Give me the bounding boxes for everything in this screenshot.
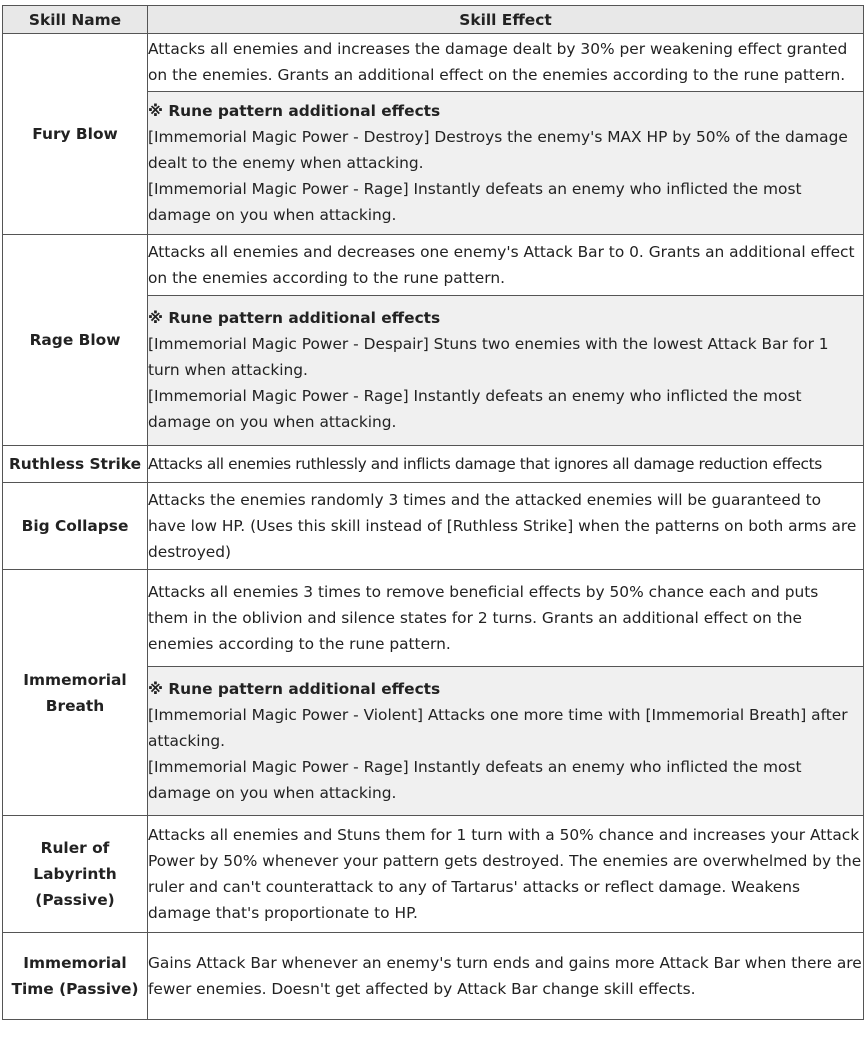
skills-table <box>2 5 864 1020</box>
header-skill-effect: Skill Effect <box>148 6 864 34</box>
skill-name: Immemorial Breath <box>3 570 148 816</box>
rune-line: [Immemorial Magic Power - Rage] Instantly defeats an enemy who inflicted the most damage on you when attacking. <box>148 387 802 432</box>
rune-effects <box>148 295 864 445</box>
rune-line: [Immemorial Magic Power - Rage] Instantly defeats an enemy who inflicted the most damage on you when attacking. <box>148 179 802 224</box>
rune-title: ※ Rune pattern additional effects <box>148 101 441 120</box>
table-row <box>3 235 864 296</box>
skill-effect: Attacks all enemies and Stuns them for 1 turn with a 50% chance and increases your Attack Power by 50% whenever your pattern gets destroyed. The enemies are overwhelmed by the ruler and can't counterattack to any of Tartarus' attacks or reflect damage. Weakens damage that's proportionate to HP. <box>148 816 864 933</box>
skill-name: Big Collapse <box>3 483 148 570</box>
table-row <box>3 570 864 667</box>
skill-name: Rage Blow <box>3 235 148 446</box>
rune-title: ※ Rune pattern additional effects <box>148 309 441 328</box>
rune-line: [Immemorial Magic Power - Violent] Attacks one more time with [Immemorial Breath] after attacking. <box>148 705 848 750</box>
rune-line: [Immemorial Magic Power - Despair] Stuns two enemies with the lowest Attack Bar for 1 turn when attacking. <box>148 335 829 380</box>
rune-line: [Immemorial Magic Power - Destroy] Destroys the enemy's MAX HP by 50% of the damage dealt to the enemy when attacking. <box>148 127 848 172</box>
skill-effect: Attacks all enemies ruthlessly and inflicts damage that ignores all damage reduction effects <box>148 446 864 483</box>
rune-title: ※ Rune pattern additional effects <box>148 679 441 698</box>
rune-line: [Immemorial Magic Power - Rage] Instantly defeats an enemy who inflicted the most damage on you when attacking. <box>148 757 802 802</box>
table-row <box>3 816 864 933</box>
table-row <box>3 34 864 92</box>
rune-effects <box>148 91 864 234</box>
table-header-row <box>3 6 864 34</box>
skill-name: Ruthless Strike <box>3 446 148 483</box>
skill-name: Ruler of Labyrinth (Passive) <box>3 816 148 933</box>
skill-name: Fury Blow <box>3 34 148 235</box>
skill-effect: Gains Attack Bar whenever an enemy's turn ends and gains more Attack Bar when there are fewer enemies. Doesn't get affected by Attack Bar change skill effects. <box>148 933 864 1020</box>
skill-effect: Attacks all enemies and decreases one enemy's Attack Bar to 0. Grants an additional effect on the enemies according to the rune pattern. <box>148 235 864 296</box>
rune-effects <box>148 666 864 815</box>
skill-effect: Attacks all enemies and increases the damage dealt by 30% per weakening effect granted on the enemies. Grants an additional effect on the enemies according to the rune pattern. <box>148 34 864 92</box>
table-row <box>3 933 864 1020</box>
skill-name: Immemorial Time (Passive) <box>3 933 148 1020</box>
table-row <box>3 446 864 483</box>
skill-effect: Attacks all enemies 3 times to remove beneficial effects by 50% chance each and puts them in the oblivion and silence states for 2 turns. Grants an additional effect on the enemies according to the rune pattern. <box>148 570 864 667</box>
table-row <box>3 483 864 570</box>
skill-effect: Attacks the enemies randomly 3 times and the attacked enemies will be guaranteed to have low HP. (Uses this skill instead of [Ruthless Strike] when the patterns on both arms are destroyed) <box>148 483 864 570</box>
header-skill-name: Skill Name <box>3 6 148 34</box>
